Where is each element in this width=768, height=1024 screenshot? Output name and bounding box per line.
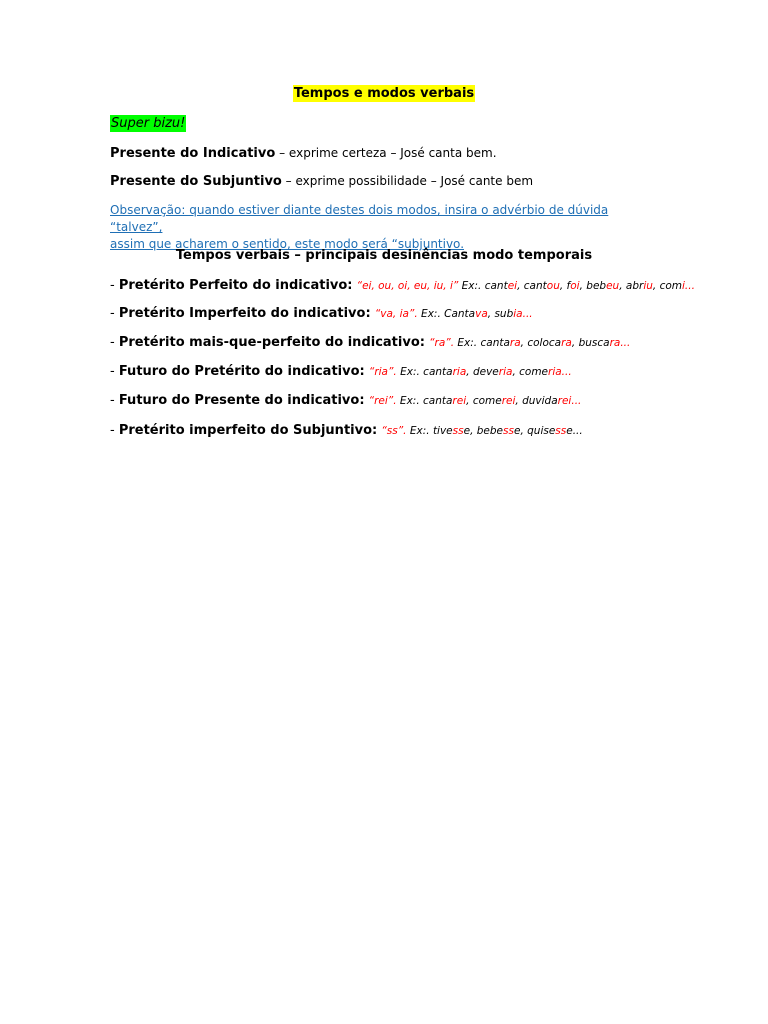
example-separator: , xyxy=(466,366,473,378)
example-ending: ss xyxy=(503,425,514,437)
observation-line-2: assim que acharem o sentido, este modo será “subjuntivo. xyxy=(110,237,465,251)
example-ending: ria... xyxy=(548,366,572,378)
example-separator: , xyxy=(512,366,520,378)
example-separator: , xyxy=(470,425,477,437)
example-stem: quise xyxy=(527,425,556,437)
example-ending: ra xyxy=(509,337,521,349)
example-ending: rei xyxy=(452,395,467,407)
example-ending: ra xyxy=(561,337,572,349)
tense-row xyxy=(110,393,581,408)
tense-examples xyxy=(381,425,582,437)
example-separator: , xyxy=(487,308,495,320)
example-stem: abr xyxy=(625,280,644,292)
definition-subjuntivo xyxy=(110,174,533,189)
example-label: Ex:. xyxy=(396,366,424,378)
example-label: Ex:. xyxy=(417,308,445,320)
example-ending: iu xyxy=(643,280,653,292)
definition-description: – exprime possibilidade – José cante bem xyxy=(281,174,534,188)
tense-endings: “va, ia”. xyxy=(374,308,418,320)
example-separator: , xyxy=(515,395,523,407)
example-ending: eu xyxy=(606,280,620,292)
tense-examples xyxy=(369,366,572,378)
tense-prefix: - xyxy=(110,364,119,379)
tense-endings: “ra”. xyxy=(429,337,455,349)
tense-name: Pretérito mais-que-perfeito do indicativo: xyxy=(118,335,425,350)
example-stem: canta xyxy=(480,337,510,349)
tense-prefix: - xyxy=(110,306,119,321)
title-text: Tempos e modos verbais xyxy=(293,86,475,101)
tense-row xyxy=(110,306,533,321)
definition-term: Presente do Subjuntivo xyxy=(110,174,282,189)
tense-prefix: - xyxy=(110,423,119,438)
example-stem: deve xyxy=(472,366,499,378)
example-separator: , xyxy=(559,280,567,292)
example-ending: oi xyxy=(570,280,580,292)
example-stem: cant xyxy=(484,280,508,292)
example-label: Ex:. xyxy=(458,280,485,292)
observation-line-1: Observação: quando estiver diante destes dois modos, insira o advérbio de dúvida “talvez”, xyxy=(110,203,609,234)
tense-name: Pretérito Perfeito do indicativo: xyxy=(118,278,353,293)
example-label: Ex:. xyxy=(454,337,481,349)
definition-description: – exprime certeza – José canta bem. xyxy=(275,146,497,160)
example-separator: , xyxy=(517,280,524,292)
example-stem: f xyxy=(566,280,571,292)
example-stem: beb xyxy=(586,280,607,292)
example-stem: bebe xyxy=(476,425,504,437)
example-stem: Canta xyxy=(444,308,476,320)
tense-examples xyxy=(369,395,582,407)
page-title xyxy=(0,86,768,101)
example-tail: e xyxy=(513,425,521,437)
example-separator: , xyxy=(520,337,528,349)
tense-prefix: - xyxy=(110,278,119,293)
tense-row xyxy=(110,335,630,350)
example-stem: canta xyxy=(423,395,453,407)
example-tail: e xyxy=(463,425,471,437)
tense-row xyxy=(110,364,572,379)
tense-endings: “ei, ou, oi, eu, iu, i” xyxy=(356,280,459,292)
tense-name: Futuro do Pretérito do indicativo: xyxy=(118,364,365,379)
tense-prefix: - xyxy=(110,335,119,350)
example-separator: , xyxy=(579,280,587,292)
example-stem: come xyxy=(472,395,502,407)
example-stem: coloca xyxy=(527,337,562,349)
example-separator: , xyxy=(571,337,579,349)
example-ending: ss xyxy=(452,425,464,437)
highlight-note xyxy=(110,116,186,131)
example-stem: busca xyxy=(578,337,610,349)
example-stem: tive xyxy=(432,425,453,437)
tense-endings: “ss”. xyxy=(381,425,407,437)
example-ending: ria xyxy=(498,366,513,378)
example-ending: ou xyxy=(546,280,560,292)
example-stem: come xyxy=(519,366,549,378)
example-ending: i... xyxy=(682,280,695,292)
tense-row xyxy=(110,278,695,293)
example-ending: rei... xyxy=(557,395,582,407)
example-ending: ss xyxy=(555,425,567,437)
example-ending: ei xyxy=(507,280,518,292)
example-ending: va xyxy=(475,308,488,320)
example-separator: , xyxy=(466,395,473,407)
example-ending: ia... xyxy=(513,308,533,320)
section-subtitle: Tempos verbais – principais desinências modo temporais xyxy=(175,248,593,263)
tense-prefix: - xyxy=(110,393,119,408)
example-ending: ria xyxy=(452,366,467,378)
tense-examples xyxy=(375,308,533,320)
tense-name: Pretérito Imperfeito do indicativo: xyxy=(118,306,371,321)
tense-row xyxy=(110,423,583,438)
tense-examples xyxy=(429,337,630,349)
example-separator: , xyxy=(520,425,528,437)
tense-name: Futuro do Presente do indicativo: xyxy=(118,393,365,408)
tense-name: Pretérito imperfeito do Subjuntivo: xyxy=(118,423,378,438)
example-stem: cant xyxy=(523,280,547,292)
observation-link[interactable] xyxy=(110,202,650,253)
tense-endings: “ria”. xyxy=(368,366,397,378)
example-label: Ex:. xyxy=(396,395,423,407)
example-stem: sub xyxy=(494,308,514,320)
example-separator: , xyxy=(619,280,626,292)
example-stem: com xyxy=(659,280,683,292)
tense-examples xyxy=(357,280,695,292)
highlight-note-text: Super bizu! xyxy=(111,116,186,131)
tense-endings: “rei”. xyxy=(368,395,397,407)
example-label: Ex:. xyxy=(406,425,433,437)
example-ending: rei xyxy=(501,395,516,407)
example-stem: duvida xyxy=(522,395,558,407)
example-separator: , xyxy=(652,280,660,292)
example-ending: ra... xyxy=(609,337,631,349)
example-tail: e... xyxy=(566,425,583,437)
example-stem: canta xyxy=(423,366,453,378)
definition-term: Presente do Indicativo xyxy=(110,146,276,161)
definition-indicativo xyxy=(110,146,497,161)
